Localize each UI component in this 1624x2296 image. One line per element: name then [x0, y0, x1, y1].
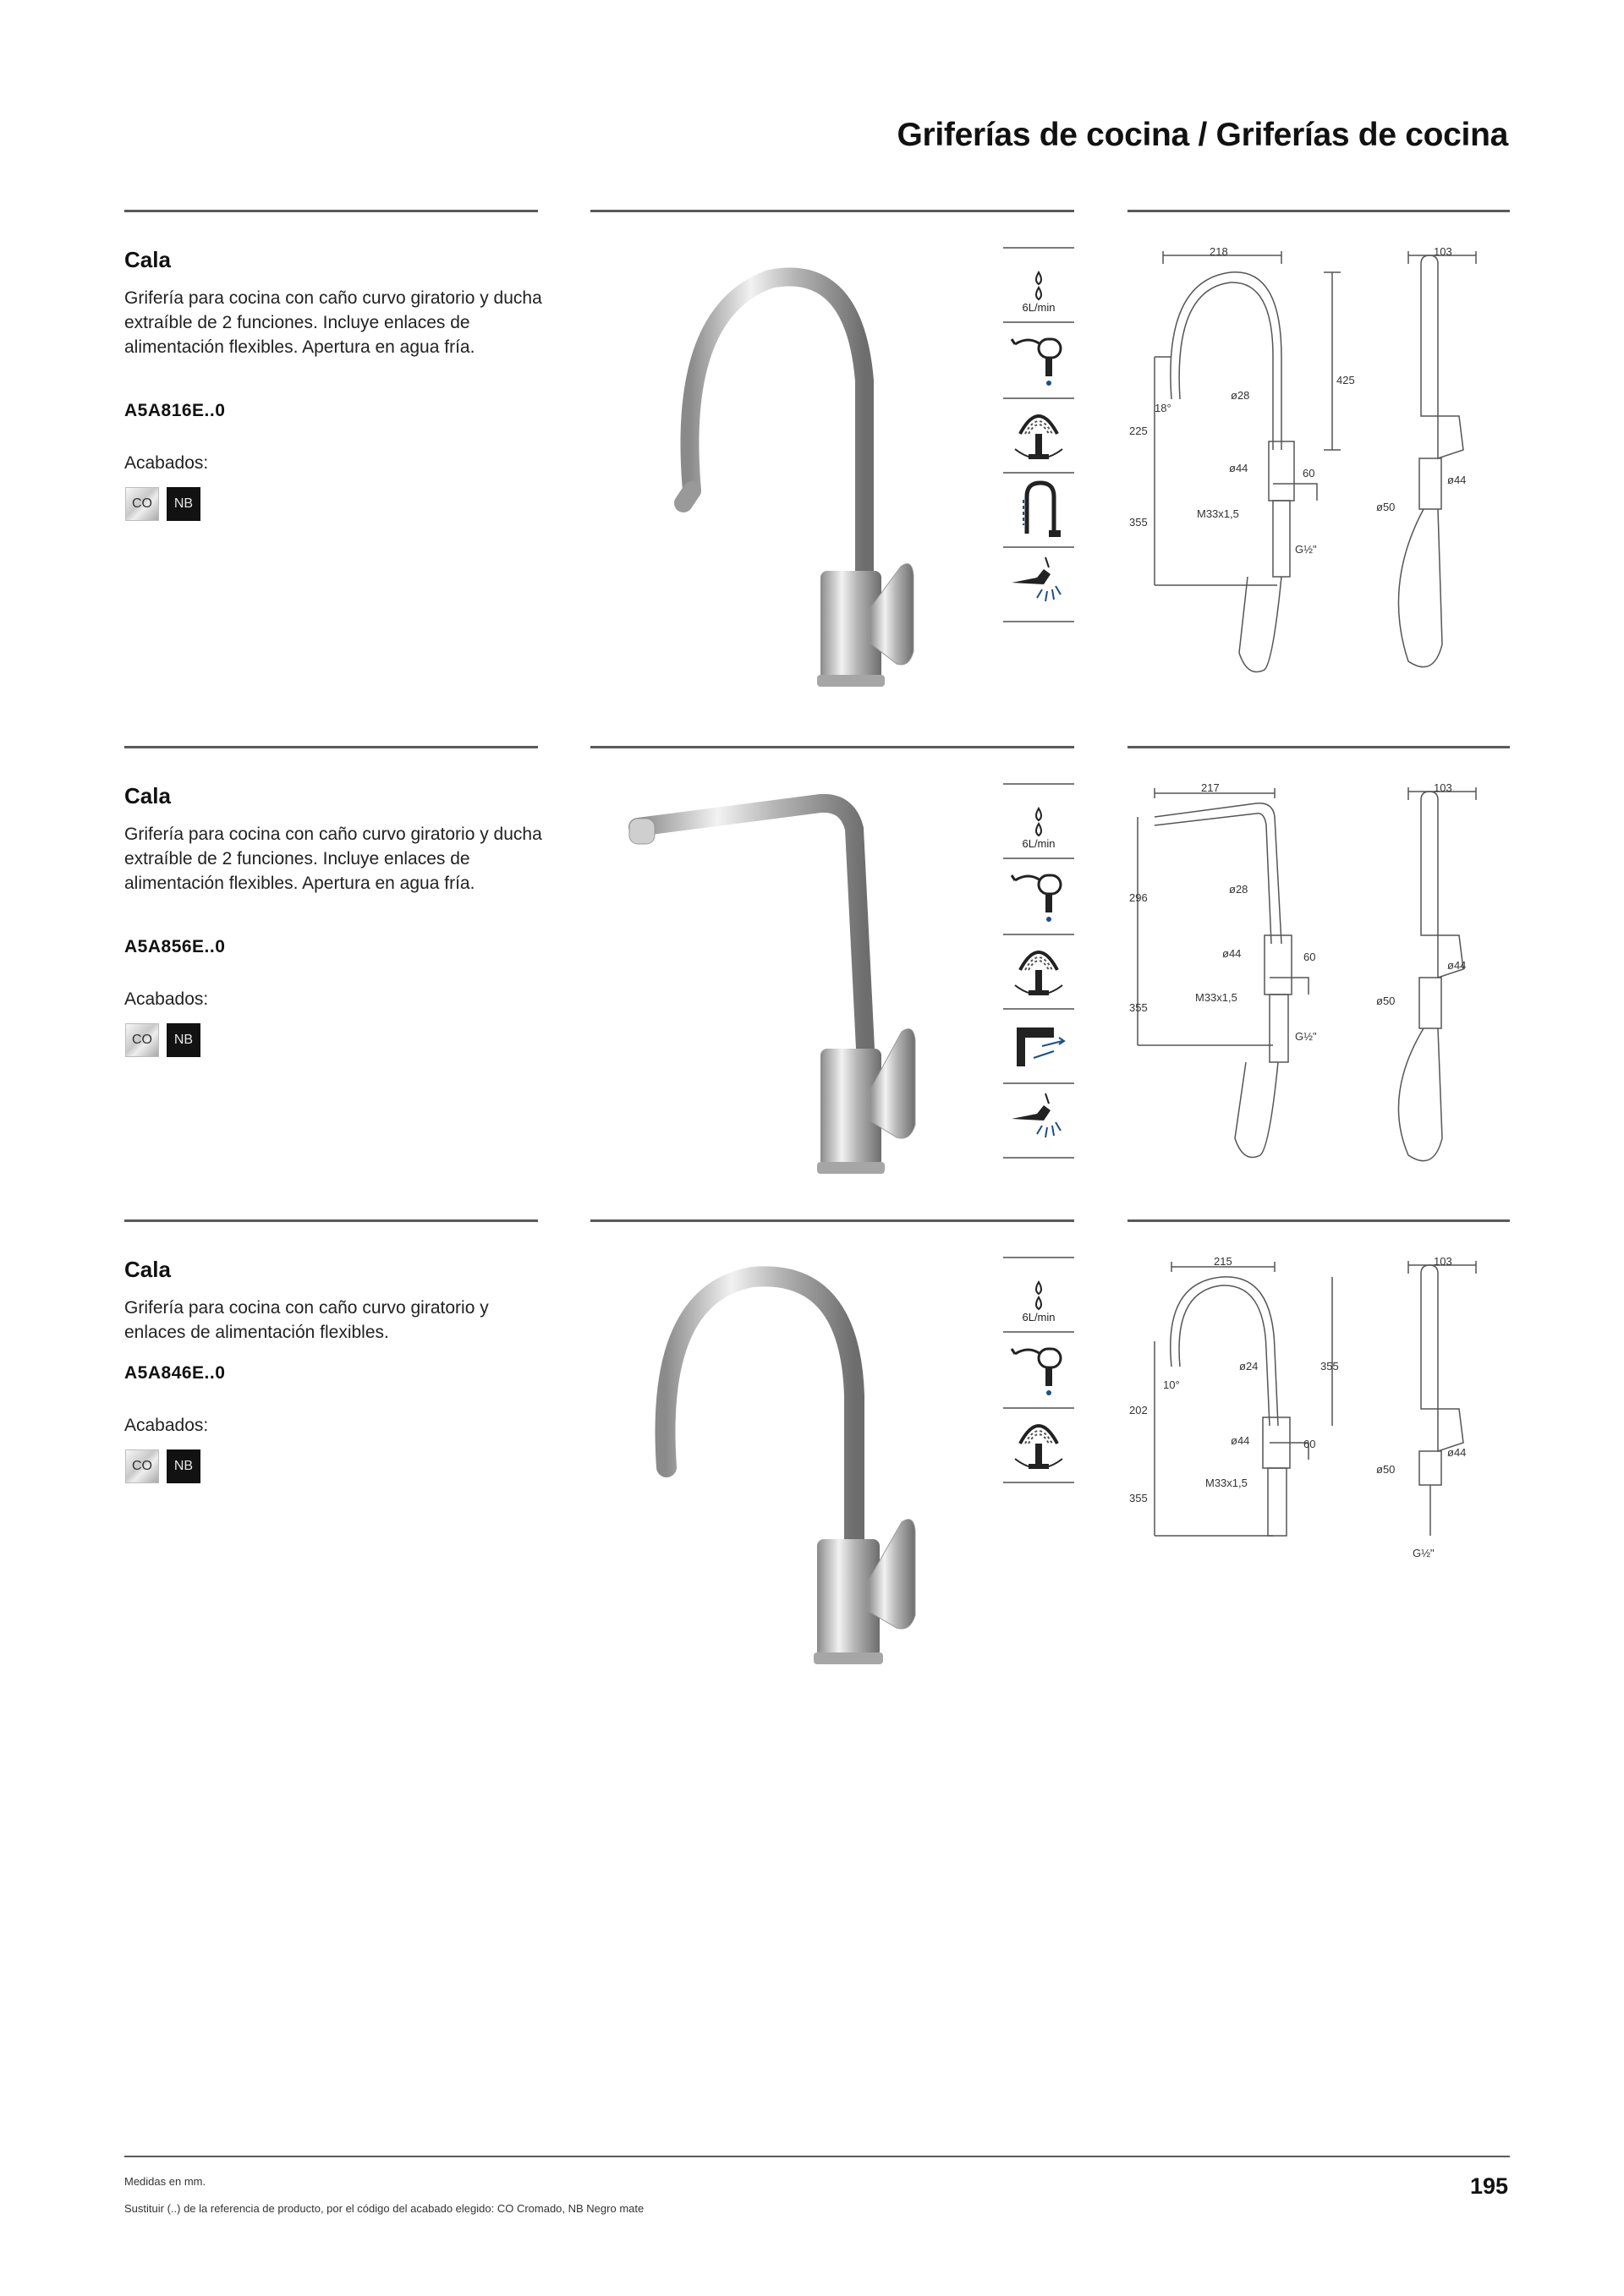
- dim-depth: 103: [1434, 1257, 1452, 1268]
- dim-body-diameter: ø44: [1229, 462, 1248, 474]
- dim-shank: 355: [1129, 516, 1148, 529]
- dim-height: 425: [1336, 374, 1355, 386]
- dim-body-diameter: ø44: [1231, 1434, 1250, 1447]
- divider: [1003, 1482, 1074, 1483]
- product-reference: A5A846E..0: [124, 1363, 226, 1383]
- finish-swatch-co[interactable]: CO: [125, 1023, 159, 1057]
- finishes-label: Acabados:: [124, 453, 209, 473]
- finish-swatch-nb[interactable]: NB: [167, 1449, 200, 1483]
- finishes-label: Acabados:: [124, 989, 209, 1009]
- divider: [124, 1219, 538, 1222]
- dim-body-diameter: ø44: [1222, 947, 1242, 960]
- dim-base-diameter: ø50: [1376, 1463, 1396, 1476]
- dim-handle-diameter: ø44: [1447, 474, 1467, 486]
- divider: [590, 210, 1074, 212]
- pull-out-hose-icon: [1003, 474, 1074, 548]
- finish-swatch-nb[interactable]: NB: [167, 487, 200, 521]
- footer-divider: [124, 2156, 1510, 2157]
- dim-base-diameter: ø50: [1376, 995, 1396, 1007]
- divider: [124, 746, 538, 748]
- divider: [1127, 1219, 1510, 1222]
- dim-width: 218: [1210, 247, 1228, 258]
- dim-angle: 18°: [1155, 402, 1171, 414]
- dim-shank: 355: [1129, 1001, 1148, 1014]
- faucet-photo: [626, 786, 981, 1184]
- shower-functions-icon: [1003, 548, 1074, 622]
- product-description: Grifería para cocina con caño curvo giratorio y ducha extraíble de 2 funciones. Incluye enlaces de alimentación flexibles. Apertura en agua fría.: [124, 288, 542, 357]
- dim-spout-diameter: ø24: [1239, 1360, 1259, 1373]
- dim-spout-diameter: ø28: [1229, 883, 1248, 896]
- flow-rate: 6L/min: [1022, 1311, 1056, 1323]
- cold-open-icon: [1003, 1333, 1074, 1407]
- dim-60: 60: [1303, 951, 1316, 963]
- technical-drawing: [1129, 783, 1510, 1181]
- faucet-photo: [643, 1260, 981, 1683]
- shower-functions-icon: [1003, 1084, 1074, 1159]
- dim-spout-height: 225: [1129, 425, 1148, 437]
- dim-handle-diameter: ø44: [1447, 1446, 1467, 1459]
- dim-spout-diameter: ø28: [1231, 389, 1250, 402]
- dim-connection: G½": [1413, 1547, 1435, 1559]
- dim-base-diameter: ø50: [1376, 501, 1396, 513]
- dim-spout-height: 296: [1129, 891, 1148, 904]
- finish-swatch-co[interactable]: CO: [125, 1449, 159, 1483]
- dim-thread: M33x1,5: [1197, 507, 1239, 520]
- divider: [590, 746, 1074, 748]
- product-reference: A5A816E..0: [124, 401, 226, 420]
- product-description: Grifería para cocina con caño curvo giratorio y ducha extraíble de 2 funciones. Incluye enlaces de alimentación flexibles. Apertura en agua fría.: [124, 825, 542, 893]
- flow-rate: 6L/min: [1022, 301, 1056, 314]
- dim-height: 355: [1320, 1360, 1339, 1373]
- dim-thread: M33x1,5: [1195, 991, 1237, 1004]
- dim-connection: G½": [1295, 543, 1317, 556]
- divider: [1127, 210, 1510, 212]
- faucet-photo: [643, 245, 981, 702]
- dim-width: 217: [1201, 783, 1220, 794]
- finish-swatch-co[interactable]: CO: [125, 487, 159, 521]
- dim-depth: 103: [1434, 247, 1452, 258]
- product-name: Cala: [124, 1257, 171, 1282]
- footer-note-finishes: Sustituir (..) de la referencia de producto, por el código del acabado elegido: CO Cromado, NB Negro mate: [124, 2202, 645, 2215]
- footer-note-measures: Medidas en mm.: [124, 2175, 206, 2188]
- cold-open-icon: [1003, 859, 1074, 934]
- dim-60: 60: [1303, 467, 1315, 479]
- technical-drawing: [1129, 247, 1510, 687]
- divider: [1003, 247, 1074, 249]
- dim-width: 215: [1214, 1257, 1232, 1268]
- product-name: Cala: [124, 247, 171, 272]
- page-number: 195: [1469, 2173, 1508, 2199]
- divider: [124, 210, 538, 212]
- dim-connection: G½": [1295, 1030, 1317, 1043]
- flow-rate: 6L/min: [1022, 837, 1056, 850]
- divider: [1127, 746, 1510, 748]
- finishes-label: Acabados:: [124, 1416, 209, 1435]
- technical-drawing: [1129, 1257, 1510, 1578]
- dim-depth: 103: [1434, 783, 1452, 794]
- divider: [1003, 1257, 1074, 1258]
- divider: [590, 1219, 1074, 1222]
- dim-shank: 355: [1129, 1492, 1148, 1504]
- dim-angle: 10°: [1163, 1378, 1180, 1391]
- divider: [1003, 621, 1074, 622]
- pull-out-spout-icon: [1003, 1010, 1074, 1084]
- product-name: Cala: [124, 783, 171, 808]
- page-title: Griferías de cocina / Griferías de cocina: [897, 117, 1508, 153]
- dim-handle-diameter: ø44: [1447, 959, 1467, 972]
- product-reference: A5A856E..0: [124, 937, 226, 956]
- divider: [1003, 783, 1074, 785]
- dim-thread: M33x1,5: [1205, 1477, 1248, 1489]
- swivel-spout-icon: [1003, 1409, 1074, 1483]
- swivel-spout-icon: [1003, 935, 1074, 1010]
- finish-swatch-nb[interactable]: NB: [167, 1023, 200, 1057]
- divider: [1003, 1157, 1074, 1159]
- swivel-spout-icon: [1003, 399, 1074, 474]
- dim-60: 60: [1303, 1438, 1316, 1450]
- product-description: Grifería para cocina con caño curvo giratorio y enlaces de alimentación flexibles.: [124, 1298, 489, 1342]
- dim-spout-height: 202: [1129, 1404, 1148, 1417]
- cold-open-icon: [1003, 323, 1074, 397]
